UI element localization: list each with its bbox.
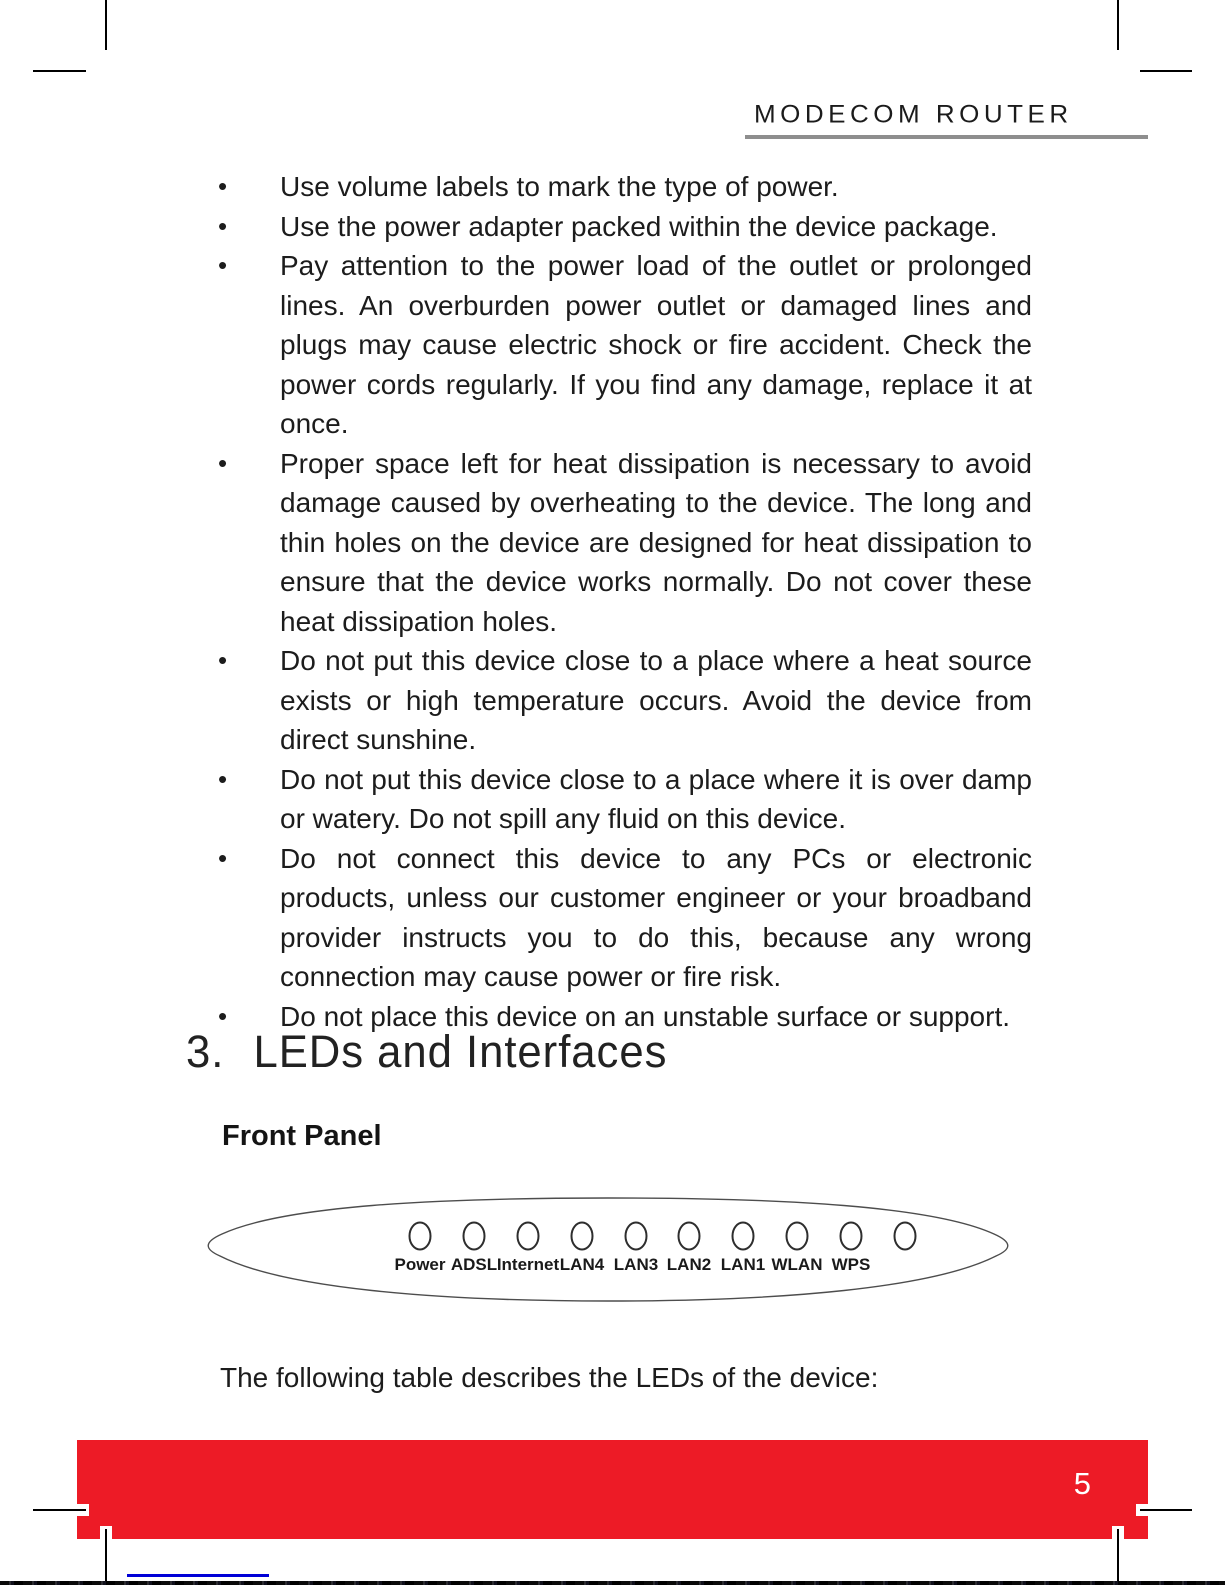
crop-mark-bottom-left-horizontal: [33, 1509, 86, 1511]
bullet-icon: •: [218, 447, 228, 478]
link-underline: [127, 1574, 269, 1577]
front-panel-figure: [188, 1190, 1028, 1308]
led-circle: [410, 1223, 431, 1250]
led-label: Internet: [496, 1255, 560, 1274]
bullet-icon: •: [218, 171, 228, 201]
led-label: LAN2: [666, 1255, 712, 1274]
footer-bar: [77, 1440, 1148, 1539]
section-number: 3.: [186, 1026, 225, 1077]
list-item-text: Do not connect this device to any PCs or electronic products, unless our customer engineer or your broadband provider instructs you to do this, because any wrong connection may cause power or fire risk.: [280, 842, 1032, 992]
scan-edge-line: [0, 1581, 1225, 1585]
list-item: [218, 641, 1032, 760]
list-item-text: Proper space left for heat dissipation is necessary to avoid damage caused by overheating to the device. The long and thin holes on the device are designed for heat dissipation to ensure that the device works normally. Do not cover these heat dissipation holes.: [280, 447, 1032, 637]
section-heading: [186, 1026, 667, 1078]
list-item: [218, 444, 1032, 642]
page-number: 5: [1073, 1466, 1092, 1501]
list-item-text: Do not put this device close to a place where a heat source exists or high temperature occurs. Avoid the device from direct sunshine.: [280, 645, 1032, 755]
led-label: Power: [394, 1255, 446, 1274]
led-circle: [733, 1223, 754, 1250]
led-label: ADSL: [450, 1255, 498, 1274]
list-item: [218, 246, 1032, 444]
table-intro-text: The following table describes the LEDs of the device:: [220, 1362, 879, 1393]
crop-mark-bottom-right-vertical: [1117, 1529, 1119, 1585]
led-circle: [841, 1223, 862, 1250]
led-label: LAN1: [720, 1255, 766, 1274]
led-label: WPS: [831, 1255, 871, 1274]
bullet-icon: •: [218, 842, 228, 873]
bullet-icon: •: [218, 250, 228, 280]
list-item-text: Do not place this device on an unstable surface or support.: [280, 1000, 1010, 1032]
crop-mark-top-left-vertical: [105, 0, 107, 50]
led-circle: [895, 1223, 916, 1250]
list-item-text: Pay attention to the power load of the outlet or prolonged lines. An overburden power outlet or damaged lines and plugs may cause electric shock or fire accident. Check the power cords regularly. If you find any damage, replace it at once.: [280, 250, 1032, 439]
page-header: [745, 98, 1148, 139]
front-panel-heading: Front Panel: [222, 1120, 382, 1152]
header-title: MODECOM ROUTER: [754, 99, 1073, 129]
router-panel-outline: [208, 1198, 1008, 1301]
list-item: [218, 839, 1032, 997]
led-circle: [679, 1223, 700, 1250]
crop-mark-top-left-horizontal: [33, 70, 86, 72]
led-label: LAN3: [613, 1255, 659, 1274]
crop-mark-bottom-right-horizontal: [1140, 1509, 1192, 1511]
crop-mark-top-right-horizontal: [1140, 70, 1192, 72]
bullet-icon: •: [218, 210, 228, 241]
safety-notes-list: [218, 167, 1032, 1036]
bullet-icon: •: [218, 645, 228, 675]
led-unlabeled: [895, 1223, 916, 1250]
led-circle: [464, 1223, 485, 1250]
list-item: [218, 760, 1032, 839]
led-circle: [572, 1223, 593, 1250]
bullet-icon: •: [218, 763, 228, 794]
list-item-text: Do not put this device close to a place where it is over damp or watery. Do not spill any fluid on this device.: [280, 763, 1032, 834]
list-item-text: Use volume labels to mark the type of power.: [280, 171, 839, 202]
crop-mark-top-right-vertical: [1117, 0, 1119, 50]
list-item-text: Use the power adapter packed within the device package.: [280, 210, 998, 242]
list-item: [218, 167, 1032, 207]
led-label: LAN4: [559, 1255, 605, 1274]
section-title: LEDs and Interfaces: [253, 1026, 668, 1077]
list-item: [218, 207, 1032, 247]
led-label: WLAN: [771, 1255, 823, 1274]
bullet-icon: •: [218, 1000, 228, 1031]
led-circle: [626, 1223, 647, 1250]
header-underline: [745, 135, 1148, 139]
led-circle: [787, 1223, 808, 1250]
crop-mark-bottom-left-vertical: [105, 1529, 107, 1585]
led-circle: [518, 1223, 539, 1250]
